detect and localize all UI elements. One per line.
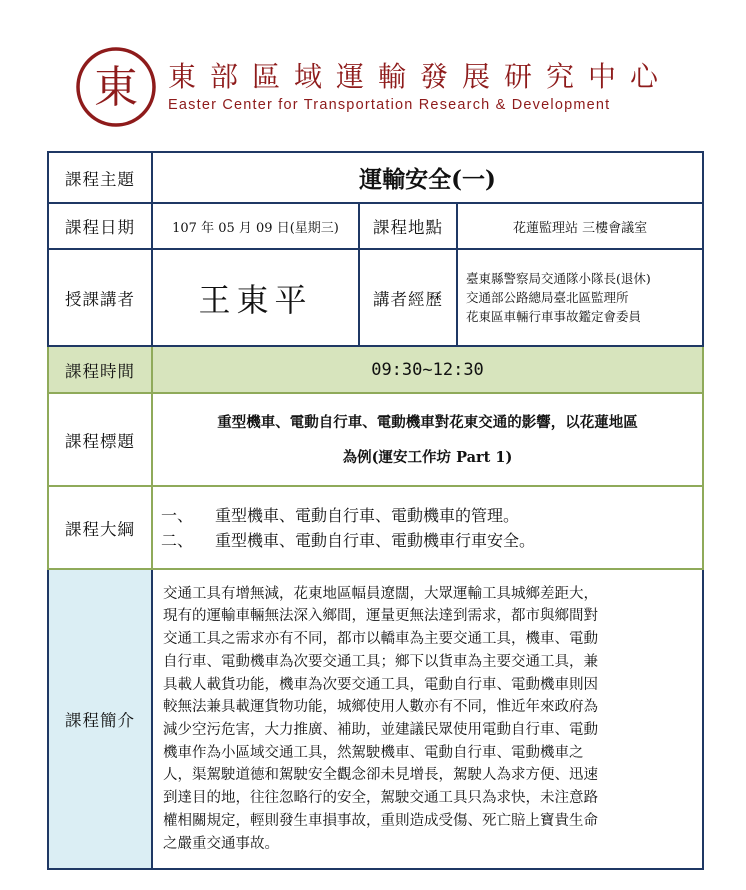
outline-row [48, 486, 703, 569]
description-line: 自行車、電動機車為次要交通工具；鄉下以貨車為主要交通工具，兼 [163, 653, 598, 670]
description-line: 機車作為小區域交通工具，然駕駛機車、電動自行車、電動機車之 [163, 744, 584, 761]
outline-item-number: 二、 [161, 530, 194, 550]
outline-item [161, 503, 702, 528]
title-row [48, 393, 703, 486]
course-info-table [47, 151, 704, 870]
experience-label: 講者經歷 [359, 249, 457, 346]
date-value: 107 年 05 月 09 日(星期三) [152, 203, 359, 249]
outline-item [161, 528, 702, 553]
outline-item-text: 重型機車、電動自行車、電動機車行車安全。 [215, 530, 536, 550]
outline-label: 課程大綱 [48, 486, 152, 569]
topic-row [48, 152, 703, 203]
course-title-line: 重型機車、電動自行車、電動機車對花東交通的影響，以花蓮地區 [217, 413, 638, 431]
time-value: 09:30~12:30 [152, 346, 703, 393]
description-line: 權相關規定，輕則發生車損事故，重則造成受傷、死亡賠上寶貴生命 [163, 812, 598, 829]
description-line: 較無法兼具載運貨物功能，城鄉使用人數亦有不同，惟近年來政府為 [163, 699, 598, 716]
description-line: 減少空污危害，大力推廣、補助，並建議民眾使用電動自行車、電動 [163, 722, 598, 738]
description-line: 交通工具有增無減，花東地區幅員遼闊，大眾運輸工具城鄉差距大， [163, 585, 598, 602]
page-header [0, 0, 746, 150]
experience-list [457, 249, 703, 346]
lecturer-label: 授課講者 [48, 249, 152, 346]
experience-item: 交通部公路總局臺北區監理所 [466, 290, 629, 305]
date-row [48, 203, 703, 249]
lecturer-name: 王東平 [152, 249, 359, 346]
description-line: 人，渠駕駛道德和駕駛安全觀念卻未見增長，駕駛人為求方便、迅速 [163, 767, 598, 784]
description-line: 之嚴重交通事故。 [163, 835, 279, 852]
description-row [48, 569, 703, 869]
outline-list [152, 486, 703, 569]
place-value: 花蓮監理站 三樓會議室 [457, 203, 703, 249]
description-line: 具載人載貨功能，機車為次要交通工具，電動自行車、電動機車則因 [163, 676, 598, 693]
description-text [152, 569, 703, 869]
center-logo [73, 44, 159, 130]
title-label: 課程標題 [48, 393, 152, 486]
description-label: 課程簡介 [48, 569, 152, 869]
org-name-english: Easter Center for Transportation Research & Development [168, 97, 611, 113]
outline-item-number: 一、 [161, 505, 194, 525]
description-line: 到達目的地，往往忽略行的安全，駕駛交通工具只為求快，未注意路 [163, 790, 598, 807]
lecturer-row [48, 249, 703, 346]
experience-item: 花東區車輛行車事故鑑定會委員 [466, 309, 642, 324]
outline-item-text: 重型機車、電動自行車、電動機車的管理。 [215, 505, 520, 525]
date-label: 課程日期 [48, 203, 152, 249]
time-row [48, 346, 703, 393]
description-line: 現有的運輸車輛無法深入鄉間，運量更無法達到需求，都市與鄉間對 [163, 608, 598, 625]
place-label: 課程地點 [359, 203, 457, 249]
course-title [152, 393, 703, 486]
time-label: 課程時間 [48, 346, 152, 393]
description-line: 交通工具之需求亦有不同，都市以轎車為主要交通工具，機車、電動 [163, 631, 598, 648]
experience-item: 臺東縣警察局交通隊小隊長(退休) [466, 271, 651, 286]
course-title-line: 為例(運安工作坊 Part 1) [342, 448, 513, 466]
topic-value: 運輸安全(一) [152, 152, 703, 203]
org-name-chinese: 東部區域運輸發展研究中心 [168, 60, 673, 93]
logo-glyph: 東 [94, 62, 138, 113]
topic-label: 課程主題 [48, 152, 152, 203]
